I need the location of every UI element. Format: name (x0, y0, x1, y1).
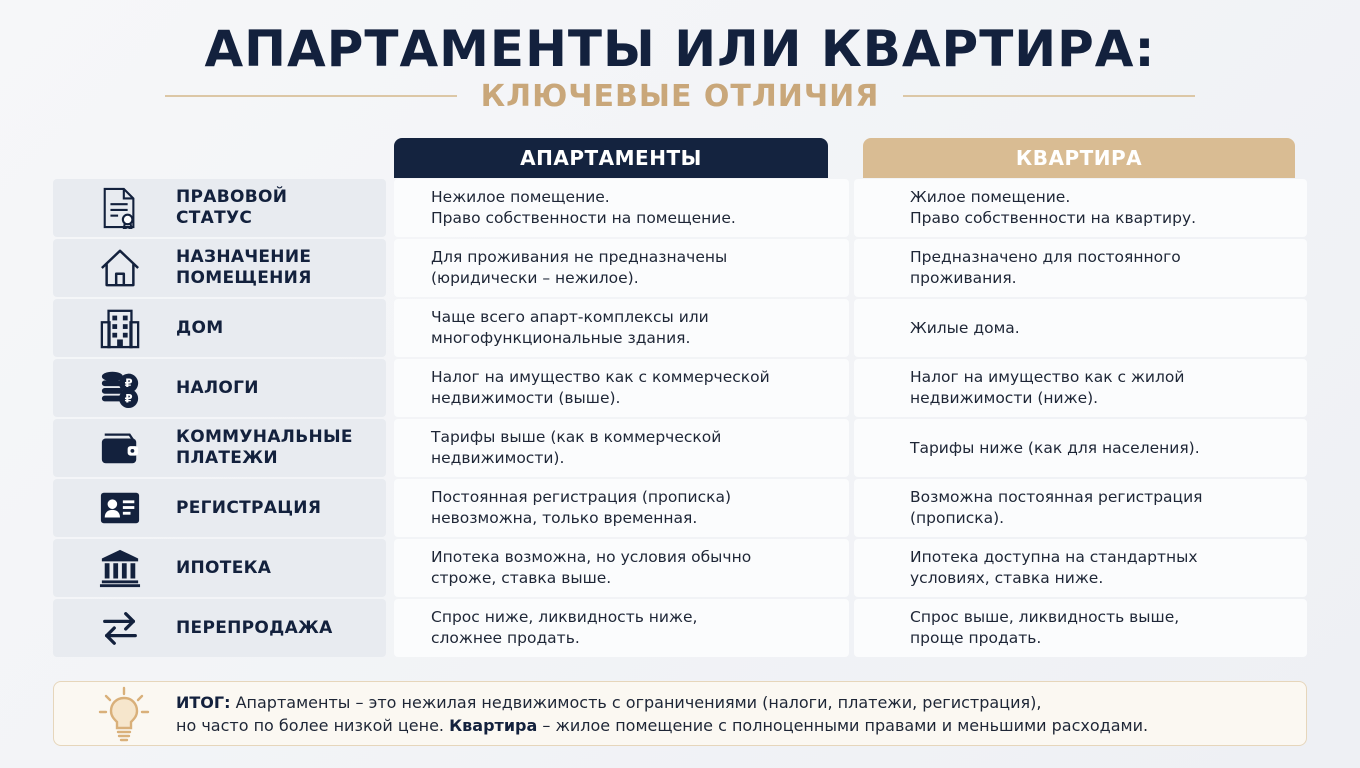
summary-bold-flat: Квартира (449, 715, 538, 735)
table-row (53, 539, 1307, 599)
row-label-cell (53, 359, 386, 417)
page-title: АПАРТАМЕНТЫ ИЛИ КВАРТИРА: (204, 20, 1156, 78)
table-row (53, 599, 1307, 659)
house-icon (87, 239, 153, 297)
flat-cell: Налог на имущество как с жилой недвижимости (ниже). (854, 359, 1307, 417)
coins-ruble-icon (87, 359, 153, 417)
table-row (53, 479, 1307, 539)
apartments-cell: Чаще всего апарт-комплексы или многофункциональные здания. (394, 299, 849, 357)
row-label: НАЛОГИ (176, 377, 259, 398)
flat-cell: Предназначено для постоянного проживания. (854, 239, 1307, 297)
bank-icon (87, 539, 153, 597)
table-row (53, 239, 1307, 299)
row-label: ПЕРЕПРОДАЖА (176, 617, 333, 638)
summary-box (53, 681, 1307, 746)
row-label-cell (53, 599, 386, 657)
apartments-cell: Постоянная регистрация (прописка) невозможна, только временная. (394, 479, 849, 537)
apartments-cell: Тарифы выше (как в коммерческой недвижимости). (394, 419, 849, 477)
summary-part2: но часто по более низкой цене. (176, 715, 450, 735)
row-label: ИПОТЕКА (176, 557, 272, 578)
row-label-cell (53, 179, 386, 237)
row-label-cell (53, 239, 386, 297)
column-header-apartments: АПАРТАМЕНТЫ (394, 138, 828, 178)
document-certificate-icon (87, 179, 153, 237)
building-icon (87, 299, 153, 357)
wallet-icon (87, 419, 153, 477)
subtitle-divider-left (165, 95, 457, 97)
row-label: ПРАВОВОЙ СТАТУС (176, 187, 288, 228)
row-label-cell (53, 539, 386, 597)
svg-text:₽: ₽ (124, 391, 133, 406)
comparison-table (53, 179, 1307, 659)
flat-cell: Ипотека доступна на стандартных условиях, ставка ниже. (854, 539, 1307, 597)
id-card-icon (87, 479, 153, 537)
flat-cell: Жилые дома. (854, 299, 1307, 357)
flat-cell: Возможна постоянная регистрация (прописка). (854, 479, 1307, 537)
apartments-cell: Налог на имущество как с коммерческой недвижимости (выше). (394, 359, 849, 417)
flat-cell: Тарифы ниже (как для населения). (854, 419, 1307, 477)
apartments-cell: Спрос ниже, ликвидность ниже, сложнее продать. (394, 599, 849, 657)
row-label: КОММУНАЛЬНЫЕ ПЛАТЕЖИ (176, 427, 353, 468)
swap-arrows-icon (87, 599, 153, 657)
table-row (53, 299, 1307, 359)
table-row (53, 359, 1307, 419)
row-label-cell (53, 299, 386, 357)
subtitle-block (165, 76, 1195, 116)
apartments-cell: Ипотека возможна, но условия обычно строже, ставка выше. (394, 539, 849, 597)
row-label: НАЗНАЧЕНИЕ ПОМЕЩЕНИЯ (176, 247, 312, 288)
summary-lead: ИТОГ: (176, 692, 231, 712)
column-header-flat: КВАРТИРА (863, 138, 1295, 178)
row-label: РЕГИСТРАЦИЯ (176, 497, 322, 518)
page-subtitle: КЛЮЧЕВЫЕ ОТЛИЧИЯ (480, 78, 880, 114)
summary-part3: – жилое помещение с полноценными правами и меньшими расходами. (537, 715, 1149, 735)
flat-cell: Жилое помещение. Право собственности на квартиру. (854, 179, 1307, 237)
row-label-cell (53, 479, 386, 537)
row-label-cell (53, 419, 386, 477)
svg-text:₽: ₽ (124, 376, 133, 391)
apartments-cell: Нежилое помещение. Право собственности на помещение. (394, 179, 849, 237)
apartments-cell: Для проживания не предназначены (юридически – нежилое). (394, 239, 849, 297)
table-row (53, 419, 1307, 479)
summary-text (176, 691, 1148, 737)
summary-part1: Апартаменты – это нежилая недвижимость с ограничениями (налоги, платежи, регистрация), (230, 692, 1042, 712)
lightbulb-icon (94, 684, 154, 744)
subtitle-divider-right (903, 95, 1195, 97)
table-row (53, 179, 1307, 239)
flat-cell: Спрос выше, ликвидность выше, проще продать. (854, 599, 1307, 657)
row-label: ДОМ (176, 317, 224, 338)
